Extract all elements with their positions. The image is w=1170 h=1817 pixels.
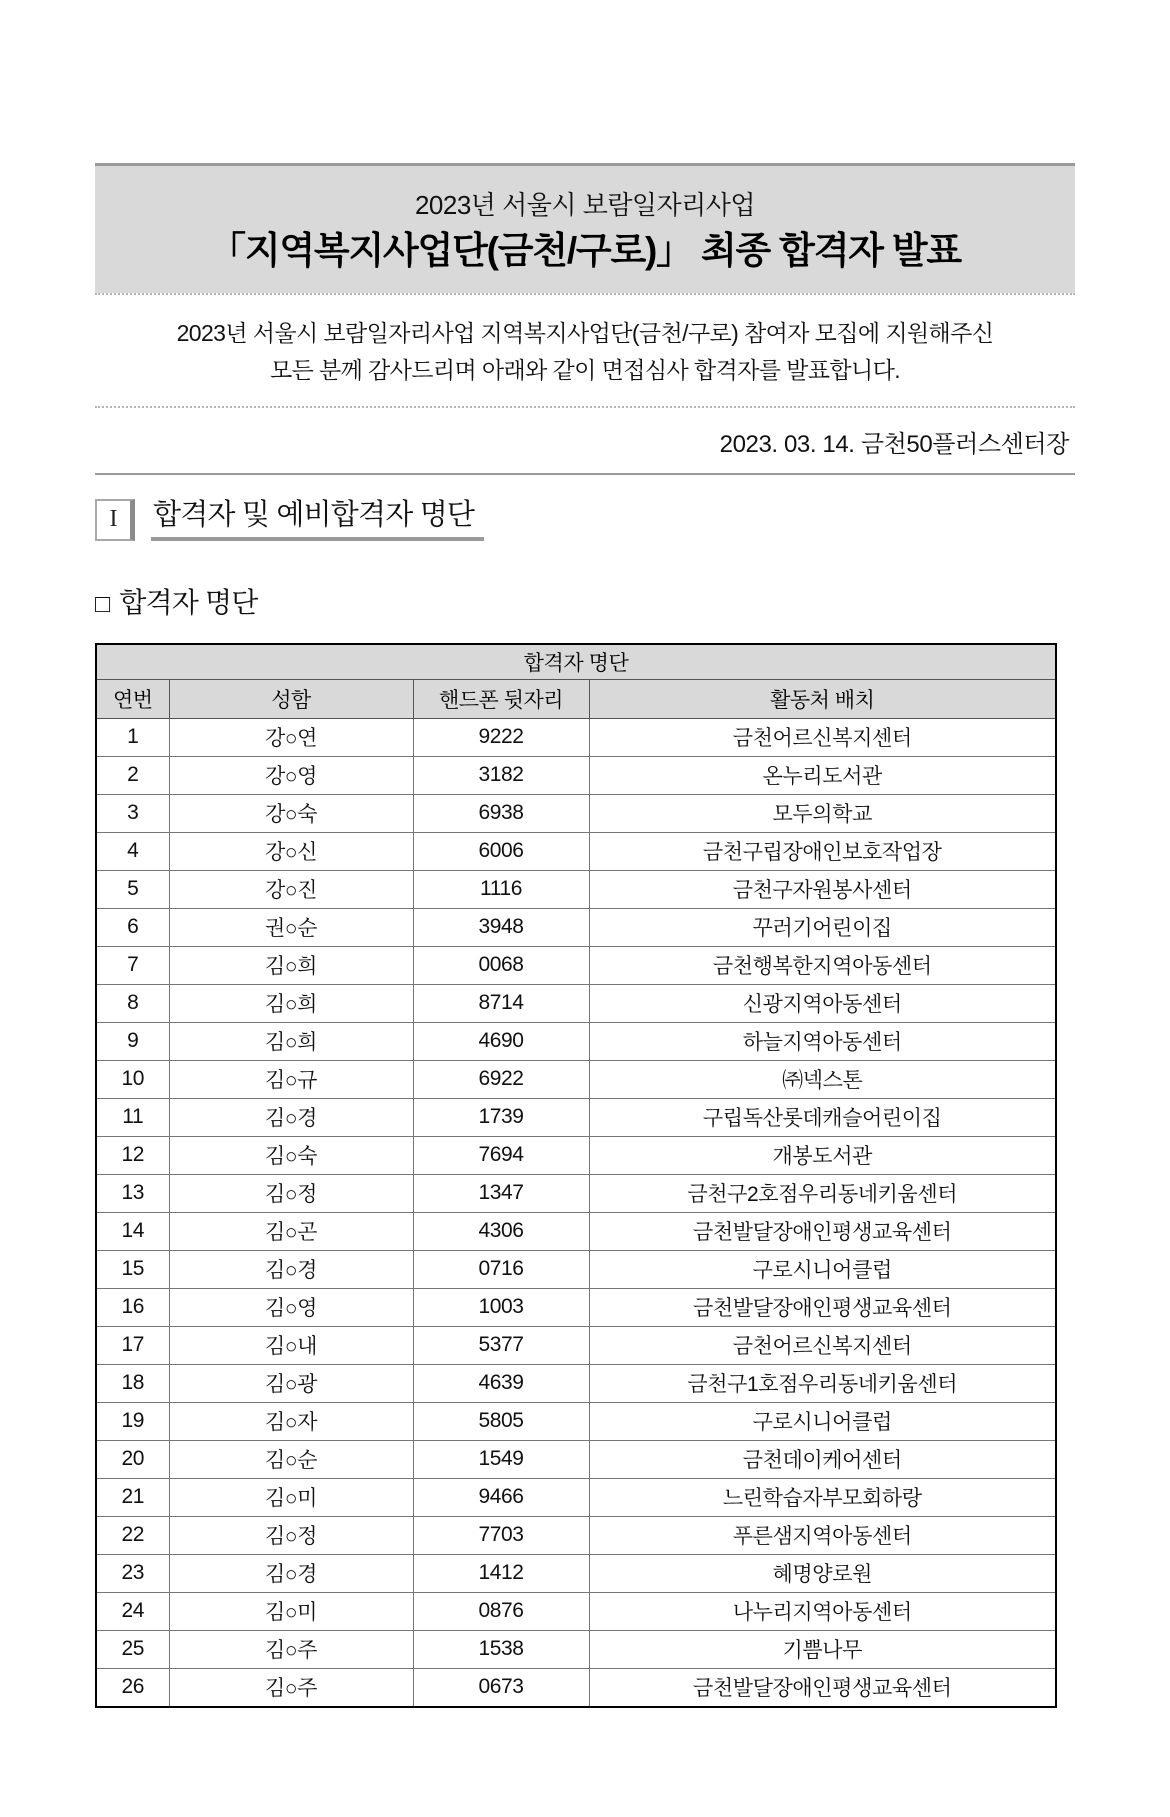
table-row [96,756,1056,794]
column-header-no: 연번 [96,679,169,718]
row-name: 김○희 [169,1022,413,1060]
row-name: 김○내 [169,1326,413,1364]
column-header-placement: 활동처 배치 [589,679,1056,718]
row-phone-last4: 8714 [413,984,589,1022]
row-placement: 금천데이케어센터 [589,1440,1056,1478]
intro-line-1: 2023년 서울시 보람일자리사업 지역복지사업단(금천/구로) 참여자 모집에 지원해주신 [176,320,994,347]
table-row [96,870,1056,908]
pass-list-table [95,643,1057,1708]
row-index: 14 [96,1212,169,1250]
section-heading [95,499,1075,541]
table-row [96,1250,1056,1288]
row-phone-last4: 0876 [413,1592,589,1630]
table-row [96,1668,1056,1707]
date-and-signer: 2023. 03. 14. 금천50플러스센터장 [719,430,1069,458]
section-numeral-box: I [95,499,135,541]
row-phone-last4: 5805 [413,1402,589,1440]
row-phone-last4: 1116 [413,870,589,908]
section-title-wrap [151,499,484,541]
intro-paragraph [95,295,1075,406]
row-phone-last4: 6938 [413,794,589,832]
row-index: 20 [96,1440,169,1478]
square-bullet-icon: □ [95,589,110,618]
row-placement: ㈜넥스톤 [589,1060,1056,1098]
row-name: 김○경 [169,1098,413,1136]
row-phone-last4: 3948 [413,908,589,946]
row-index: 21 [96,1478,169,1516]
table-row [96,1212,1056,1250]
row-name: 권○순 [169,908,413,946]
subsection-title: 합격자 명단 [119,586,258,618]
row-phone-last4: 0716 [413,1250,589,1288]
row-name: 김○곤 [169,1212,413,1250]
table-row [96,1136,1056,1174]
row-index: 1 [96,718,169,756]
row-name: 김○순 [169,1440,413,1478]
section-underline [151,537,484,541]
row-name: 김○정 [169,1516,413,1554]
row-phone-last4: 4690 [413,1022,589,1060]
table-row [96,718,1056,756]
row-placement: 금천구자원봉사센터 [589,870,1056,908]
row-name: 김○희 [169,984,413,1022]
table-row [96,1402,1056,1440]
divider-solid [95,473,1075,475]
table-row [96,794,1056,832]
row-index: 15 [96,1250,169,1288]
row-index: 25 [96,1630,169,1668]
row-placement: 나누리지역아동센터 [589,1592,1056,1630]
table-header-row [96,679,1056,718]
row-placement: 기쁨나무 [589,1630,1056,1668]
row-index: 11 [96,1098,169,1136]
row-phone-last4: 6922 [413,1060,589,1098]
page-title: 「지역복지사업단(금천/구로)」 최종 합격자 발표 [209,230,961,272]
row-placement: 개봉도서관 [589,1136,1056,1174]
row-index: 23 [96,1554,169,1592]
row-name: 김○규 [169,1060,413,1098]
table-row [96,1174,1056,1212]
row-placement: 금천발달장애인평생교육센터 [589,1212,1056,1250]
row-placement: 금천어르신복지센터 [589,1326,1056,1364]
row-index: 4 [96,832,169,870]
row-name: 김○희 [169,946,413,984]
row-placement: 혜명양로원 [589,1554,1056,1592]
row-index: 19 [96,1402,169,1440]
row-placement: 온누리도서관 [589,756,1056,794]
table-row [96,1554,1056,1592]
row-phone-last4: 1739 [413,1098,589,1136]
row-placement: 구립독산롯데캐슬어린이집 [589,1098,1056,1136]
row-index: 2 [96,756,169,794]
subsection-heading [95,581,1075,621]
column-header-name: 성함 [169,679,413,718]
row-name: 강○진 [169,870,413,908]
row-index: 24 [96,1592,169,1630]
row-name: 김○광 [169,1364,413,1402]
row-phone-last4: 5377 [413,1326,589,1364]
row-index: 18 [96,1364,169,1402]
table-row [96,1592,1056,1630]
column-header-phone: 핸드폰 뒷자리 [413,679,589,718]
row-name: 강○숙 [169,794,413,832]
row-phone-last4: 9466 [413,1478,589,1516]
row-index: 5 [96,870,169,908]
table-row [96,1478,1056,1516]
row-placement: 하늘지역아동센터 [589,1022,1056,1060]
row-name: 강○연 [169,718,413,756]
row-name: 김○자 [169,1402,413,1440]
row-index: 13 [96,1174,169,1212]
row-index: 12 [96,1136,169,1174]
row-name: 김○주 [169,1668,413,1707]
row-name: 김○정 [169,1174,413,1212]
section-title: 합격자 및 예비합격자 명단 [153,499,475,532]
table-body [96,718,1056,1707]
row-placement: 구로시니어클럽 [589,1402,1056,1440]
table-row [96,908,1056,946]
row-placement: 꾸러기어린이집 [589,908,1056,946]
title-band [95,163,1075,293]
row-name: 강○신 [169,832,413,870]
document-page [0,163,1170,1817]
row-phone-last4: 6006 [413,832,589,870]
row-phone-last4: 1538 [413,1630,589,1668]
row-placement: 금천구2호점우리동네키움센터 [589,1174,1056,1212]
table-row [96,946,1056,984]
row-name: 김○미 [169,1478,413,1516]
row-phone-last4: 4639 [413,1364,589,1402]
row-phone-last4: 7703 [413,1516,589,1554]
row-index: 26 [96,1668,169,1707]
row-placement: 신광지역아동센터 [589,984,1056,1022]
table-caption-row [96,644,1056,680]
row-index: 7 [96,946,169,984]
row-index: 8 [96,984,169,1022]
row-index: 6 [96,908,169,946]
row-index: 10 [96,1060,169,1098]
title-subtitle: 2023년 서울시 보람일자리사업 [414,190,756,220]
table-row [96,1060,1056,1098]
row-placement: 금천구1호점우리동네키움센터 [589,1364,1056,1402]
row-phone-last4: 3182 [413,756,589,794]
row-phone-last4: 7694 [413,1136,589,1174]
row-name: 김○영 [169,1288,413,1326]
row-index: 17 [96,1326,169,1364]
row-name: 강○영 [169,756,413,794]
row-name: 김○주 [169,1630,413,1668]
row-name: 김○미 [169,1592,413,1630]
table-row [96,1098,1056,1136]
row-placement: 금천구립장애인보호작업장 [589,832,1056,870]
row-placement: 금천행복한지역아동센터 [589,946,1056,984]
table-row [96,1440,1056,1478]
row-name: 김○숙 [169,1136,413,1174]
table-caption: 합격자 명단 [96,644,1056,680]
row-placement: 모두의학교 [589,794,1056,832]
row-index: 9 [96,1022,169,1060]
row-name: 김○경 [169,1250,413,1288]
row-placement: 금천어르신복지센터 [589,718,1056,756]
table-row [96,1364,1056,1402]
row-index: 16 [96,1288,169,1326]
row-phone-last4: 1412 [413,1554,589,1592]
table-row [96,1326,1056,1364]
table-row [96,1630,1056,1668]
row-index: 22 [96,1516,169,1554]
table-row [96,1288,1056,1326]
row-placement: 구로시니어클럽 [589,1250,1056,1288]
table-row [96,832,1056,870]
row-phone-last4: 1549 [413,1440,589,1478]
intro-line-2: 모든 분께 감사드리며 아래와 같이 면접심사 합격자를 발표합니다. [269,357,900,384]
row-phone-last4: 0673 [413,1668,589,1707]
row-index: 3 [96,794,169,832]
row-phone-last4: 1347 [413,1174,589,1212]
row-phone-last4: 0068 [413,946,589,984]
row-placement: 느린학습자부모회하랑 [589,1478,1056,1516]
row-placement: 금천발달장애인평생교육센터 [589,1668,1056,1707]
table-row [96,1022,1056,1060]
row-name: 김○경 [169,1554,413,1592]
row-placement: 금천발달장애인평생교육센터 [589,1288,1056,1326]
row-phone-last4: 4306 [413,1212,589,1250]
row-phone-last4: 9222 [413,718,589,756]
row-placement: 푸른샘지역아동센터 [589,1516,1056,1554]
table-row [96,1516,1056,1554]
table-row [96,984,1056,1022]
row-phone-last4: 1003 [413,1288,589,1326]
